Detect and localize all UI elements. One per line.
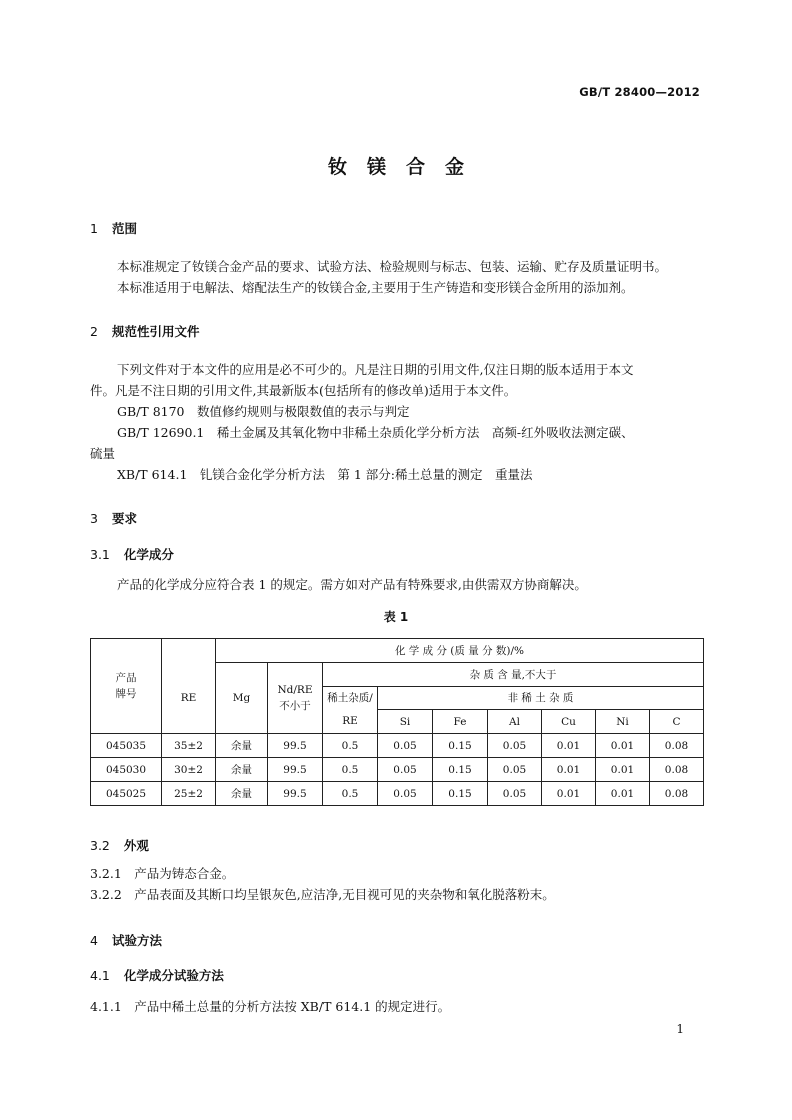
table-cell: 0.08 — [650, 758, 704, 782]
table-caption: 表 1 — [383, 610, 409, 624]
section-3-2-heading — [90, 836, 702, 854]
section-title: 范围 — [111, 221, 137, 236]
chem-composition-header: 化 学 成 分 (质 量 分 数)/% — [216, 639, 704, 663]
nd-re-header: Nd/RE 不小于 — [268, 663, 323, 734]
table-cell: 0.05 — [488, 758, 542, 782]
section-2-heading — [90, 322, 702, 340]
grade-header: 产品 牌号 — [91, 639, 162, 734]
section-title: 要求 — [111, 511, 137, 526]
reference-item-continued: 硫量 — [90, 446, 116, 461]
table-cell: 35±2 — [162, 734, 216, 758]
element-header: Al — [488, 710, 542, 734]
clause-item: 3.2.2 产品表面及其断口均呈银灰色,应洁净,无目视可见的夹杂物和氧化脱落粉末。 — [90, 887, 555, 902]
reference-item: GB/T 12690.1 稀土金属及其氧化物中非稀土杂质化学分析方法 高频-红外吸收法测定碳、 — [117, 425, 634, 440]
element-header: Fe — [433, 710, 488, 734]
mg-header: Mg — [216, 663, 268, 734]
section-1-heading — [90, 219, 702, 237]
table-row — [91, 758, 704, 782]
table-cell: 0.15 — [433, 734, 488, 758]
section-number: 4 — [90, 933, 98, 948]
table-cell: 0.01 — [596, 734, 650, 758]
section-title: 化学成分试验方法 — [123, 968, 224, 983]
table-cell: 0.5 — [323, 758, 378, 782]
section-title: 外观 — [123, 838, 149, 853]
paragraph: 件。凡是不注日期的引用文件,其最新版本(包括所有的修改单)适用于本文件。 — [90, 383, 517, 398]
section-title: 试验方法 — [111, 933, 162, 948]
table-row — [91, 734, 704, 758]
table-cell: 25±2 — [162, 782, 216, 806]
section-4-heading — [90, 931, 702, 949]
section-title: 化学成分 — [123, 547, 174, 562]
table-cell: 0.15 — [433, 782, 488, 806]
section-number: 1 — [90, 221, 98, 236]
table-cell: 0.5 — [323, 782, 378, 806]
section-number: 2 — [90, 324, 98, 339]
table-cell: 余量 — [216, 782, 268, 806]
document-title: 钕镁合金 — [327, 156, 484, 178]
re-impurity-header: 稀土杂质/ RE — [323, 687, 378, 734]
table-cell: 0.05 — [488, 782, 542, 806]
table-cell: 0.05 — [378, 734, 433, 758]
table-cell: 99.5 — [268, 734, 323, 758]
table-cell: 045025 — [91, 782, 162, 806]
section-number: 3.2 — [90, 838, 110, 853]
section-3-heading — [90, 509, 702, 527]
element-header: Ni — [596, 710, 650, 734]
table-cell: 99.5 — [268, 758, 323, 782]
section-4-1-heading — [90, 966, 702, 984]
table-cell: 0.05 — [378, 758, 433, 782]
element-header: Cu — [542, 710, 596, 734]
table-cell: 0.15 — [433, 758, 488, 782]
table-cell: 045035 — [91, 734, 162, 758]
section-title: 规范性引用文件 — [111, 324, 200, 339]
table-cell: 0.05 — [488, 734, 542, 758]
paragraph: 下列文件对于本文件的应用是必不可少的。凡是注日期的引用文件,仅注日期的版本适用于本文 — [117, 362, 634, 377]
reference-item: XB/T 614.1 钆镁合金化学分析方法 第 1 部分:稀土总量的测定 重量法 — [117, 467, 533, 482]
table-cell: 0.01 — [596, 758, 650, 782]
table-cell: 0.05 — [378, 782, 433, 806]
table-cell: 0.01 — [542, 734, 596, 758]
standard-number: GB/T 28400—2012 — [579, 85, 700, 99]
element-header: C — [650, 710, 704, 734]
table-row — [91, 782, 704, 806]
table-cell: 余量 — [216, 734, 268, 758]
table-cell: 0.08 — [650, 782, 704, 806]
table-cell: 0.01 — [542, 782, 596, 806]
section-number: 3 — [90, 511, 98, 526]
page-number: 1 — [676, 1022, 684, 1036]
blank-cell — [162, 639, 216, 663]
table-cell: 0.08 — [650, 734, 704, 758]
reference-item: GB/T 8170 数值修约规则与极限数值的表示与判定 — [117, 404, 410, 419]
impurity-header: 杂 质 含 量,不大于 — [323, 663, 704, 687]
table-cell: 0.5 — [323, 734, 378, 758]
table-cell: 99.5 — [268, 782, 323, 806]
composition-table — [90, 638, 704, 806]
paragraph: 本标准适用于电解法、熔配法生产的钕镁合金,主要用于生产铸造和变形镁合金所用的添加剂。 — [117, 280, 634, 295]
table-cell: 余量 — [216, 758, 268, 782]
element-header: Si — [378, 710, 433, 734]
clause-item: 3.2.1 产品为铸态合金。 — [90, 866, 235, 881]
non-re-impurity-header: 非 稀 土 杂 质 — [378, 687, 704, 710]
section-3-1-heading — [90, 545, 702, 563]
paragraph: 本标准规定了钕镁合金产品的要求、试验方法、检验规则与标志、包装、运输、贮存及质量证明书。 — [117, 259, 668, 274]
table-cell: 0.01 — [596, 782, 650, 806]
paragraph: 产品的化学成分应符合表 1 的规定。需方如对产品有特殊要求,由供需双方协商解决。 — [117, 577, 587, 592]
table-cell: 30±2 — [162, 758, 216, 782]
re-header: RE — [162, 663, 216, 734]
section-number: 4.1 — [90, 968, 110, 983]
table-cell: 0.01 — [542, 758, 596, 782]
section-number: 3.1 — [90, 547, 110, 562]
clause-item: 4.1.1 产品中稀土总量的分析方法按 XB/T 614.1 的规定进行。 — [90, 999, 451, 1014]
table-cell: 045030 — [91, 758, 162, 782]
